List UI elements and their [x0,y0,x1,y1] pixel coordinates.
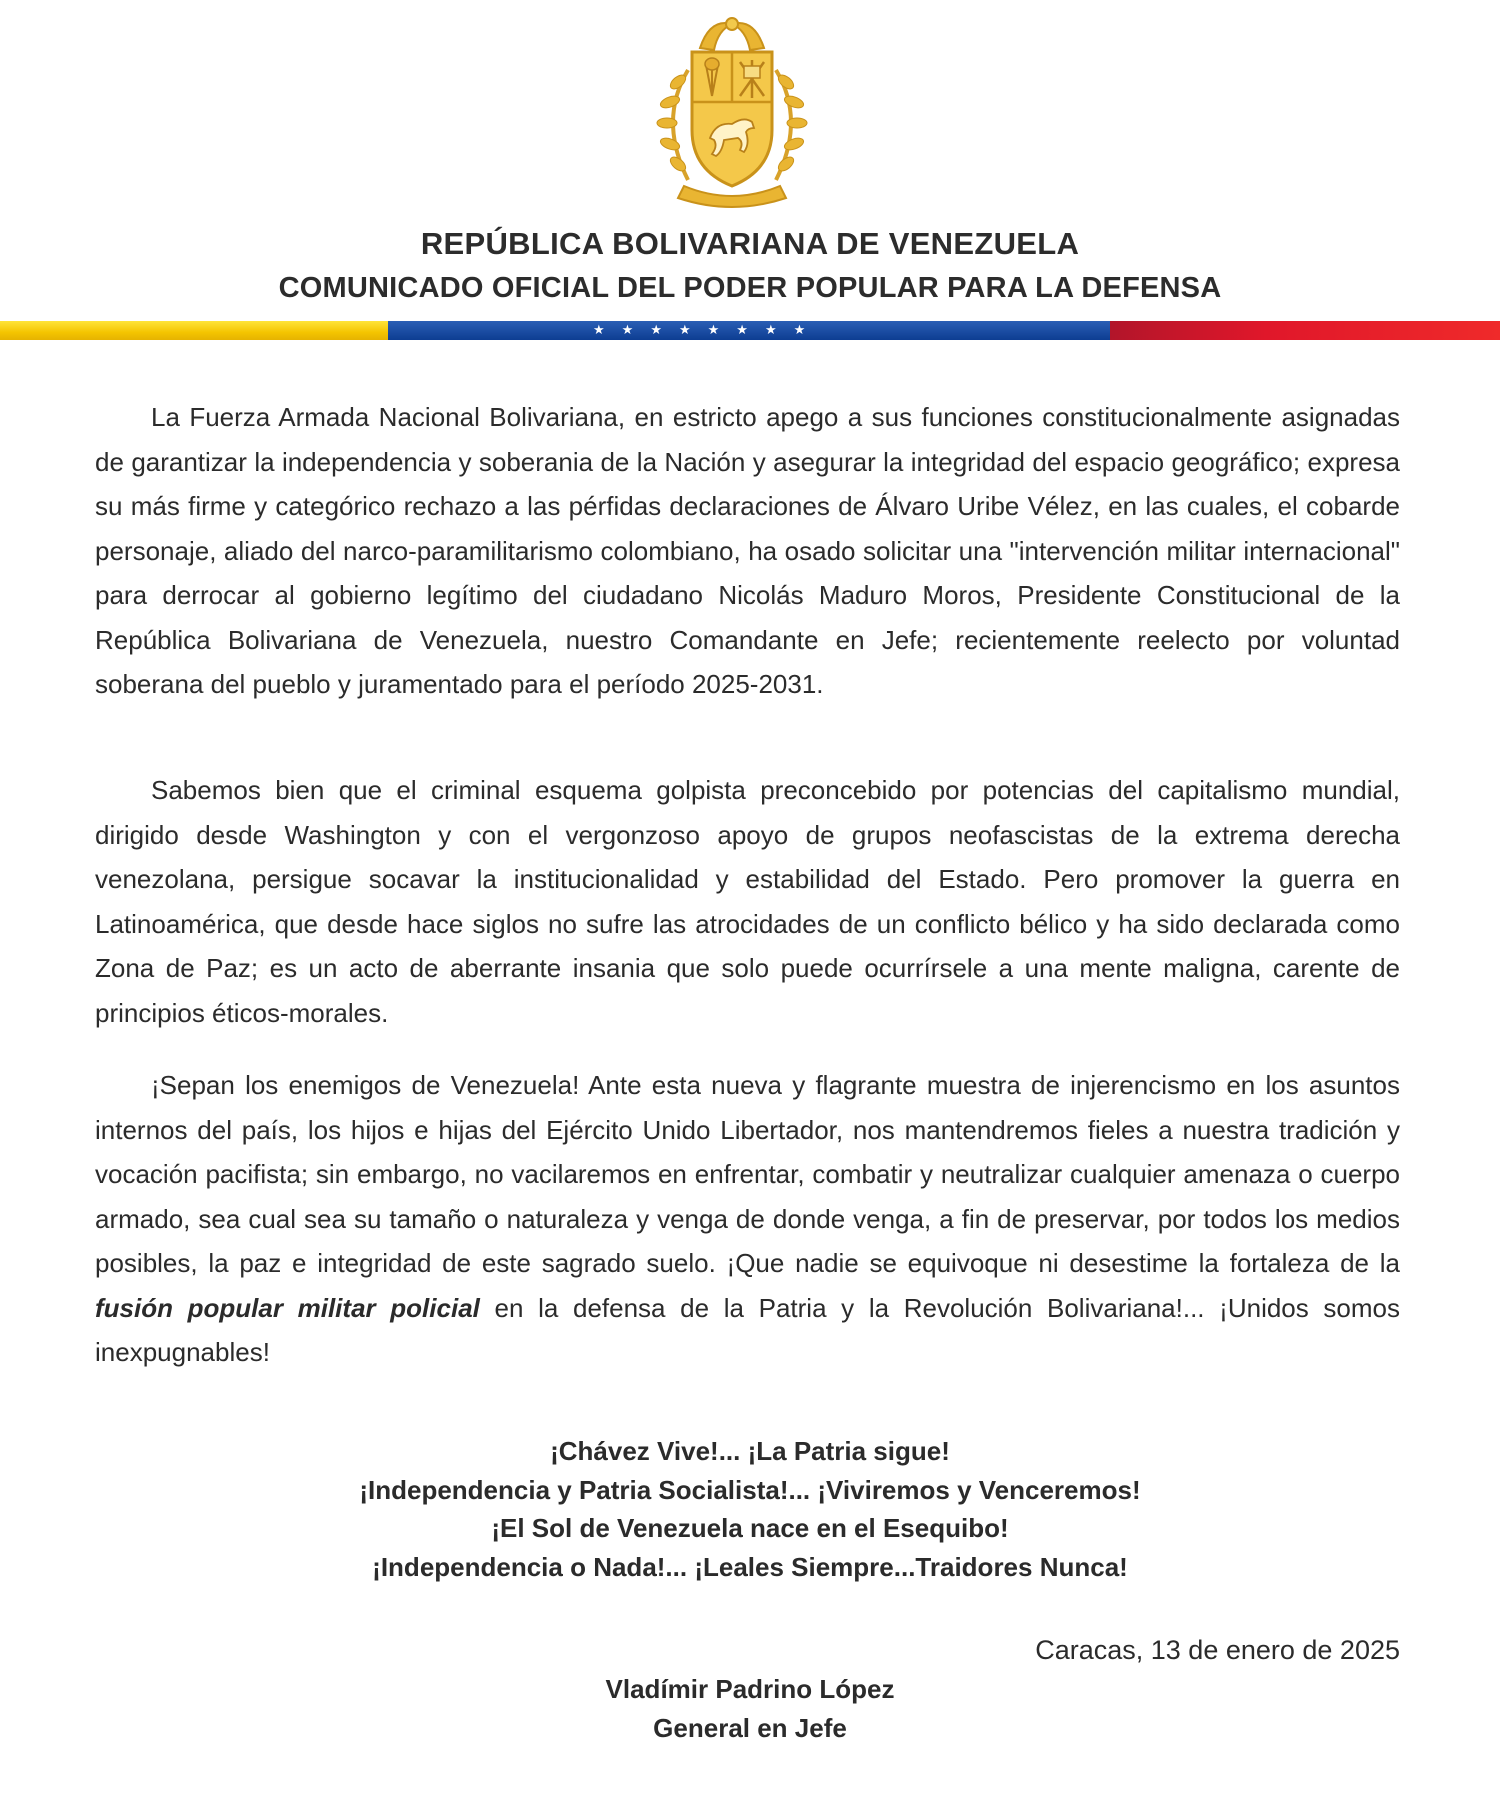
venezuela-coat-of-arms-icon [640,10,824,212]
slogans-block [0,1432,1500,1586]
signatory-title: General en Jefe [653,1713,847,1743]
flag-yellow-stripe [0,321,388,340]
paragraph-text: Sabemos bien que el criminal esquema golpista preconcebido por potencias del capitalismo mundial, dirigido desde Washington y con el vergonzoso apoyo de grupos neofascistas de la extrema derecha venezolana, persigue socavar la institucionalidad y estabilidad del Estado. Pero promover la guerra en Latinoamérica, que desde hace siglos no sufre las atrocidades de un conflicto bélico y ha sido declarada como Zona de Paz; es un acto de aberrante insania que solo puede ocurrírsele a una mente maligna, carente de principios éticos-morales. [95,775,1400,1028]
body-paragraph-1 [95,395,1400,707]
paragraph-3-part-1: ¡Sepan los enemigos de Venezuela! Ante esta nueva y flagrante muestra de injerencismo en los asuntos internos del país, los hijos e hijas del Ejército Unido Libertador, nos mantendremos fieles a nuestra tradición y vocación pacifista; sin embargo, no vacilaremos en enfrentar, combatir y neutralizar cualquier amenaza o cuerpo armado, sea cual sea su tamaño o naturaleza y venga de donde venga, a fin de preservar, por todos los medios posibles, la paz e integridad de este sagrado suelo. ¡Que nadie se equivoque ni desestime la fortaleza de la [95,1070,1400,1278]
flag-blue-stripe [388,321,1110,340]
signatory-name: Vladímir Padrino López [605,1674,895,1704]
signature-block [0,1670,1500,1748]
slogan-line: ¡Independencia y Patria Socialista!... ¡Viviremos y Venceremos! [359,1474,1141,1505]
paragraph-text [95,1063,1400,1375]
body-paragraph-3 [95,1063,1400,1375]
slogan-line: ¡El Sol de Venezuela nace en el Esequibo! [491,1513,1009,1543]
paragraph-text: La Fuerza Armada Nacional Bolivariana, en estricto apego a sus funciones constitucionalmente asignadas de garantizar la independencia y soberania de la Nación y asegurar la integridad del espacio geográfico; expresa su más firme y categórico rechazo a las pérfidas declaraciones de Álvaro Uribe Vélez, en las cuales, el cobarde personaje, aliado del narco-paramilitarismo colombiano, ha osado solicitar una "intervención militar internacional" para derrocar al gobierno legítimo del ciudadano Nicolás Maduro Moros, Presidente Constitucional de la República Bolivariana de Venezuela, nuestro Comandante en Jefe; recientemente reelecto por voluntad soberana del pueblo y juramentado para el período 2025-2031. [95,402,1400,699]
flag-red-stripe [1110,321,1500,340]
slogan-line: ¡Chávez Vive!... ¡La Patria sigue! [550,1436,950,1466]
star-icon: ★ [736,323,748,338]
star-icon: ★ [764,323,777,338]
star-icon: ★ [793,323,806,338]
star-icon: ★ [650,323,662,338]
page-subtitle: COMUNICADO OFICIAL DEL PODER POPULAR PARA LA DEFENSA [278,272,1222,304]
flag-stars [593,324,805,337]
venezuela-flag-band [0,321,1500,340]
star-icon: ★ [621,323,634,338]
body-paragraph-2 [95,768,1400,1035]
paragraph-3-part-2: en la defensa de la Patria y la Revolución Bolivariana!... ¡Unidos somos inexpugnables! [95,1292,1400,1367]
page-title: REPÚBLICA BOLIVARIANA DE VENEZUELA [420,226,1080,261]
document-header [0,222,1500,310]
place-date: Caracas, 13 de enero de 2025 [1035,1635,1400,1665]
star-icon: ★ [593,323,605,338]
slogan-line: ¡Independencia o Nada!... ¡Leales Siempre...Traidores Nunca! [372,1551,1128,1582]
star-icon: ★ [707,323,720,338]
star-icon: ★ [678,323,691,338]
emphasized-phrase: fusión popular militar policial [95,1292,480,1323]
